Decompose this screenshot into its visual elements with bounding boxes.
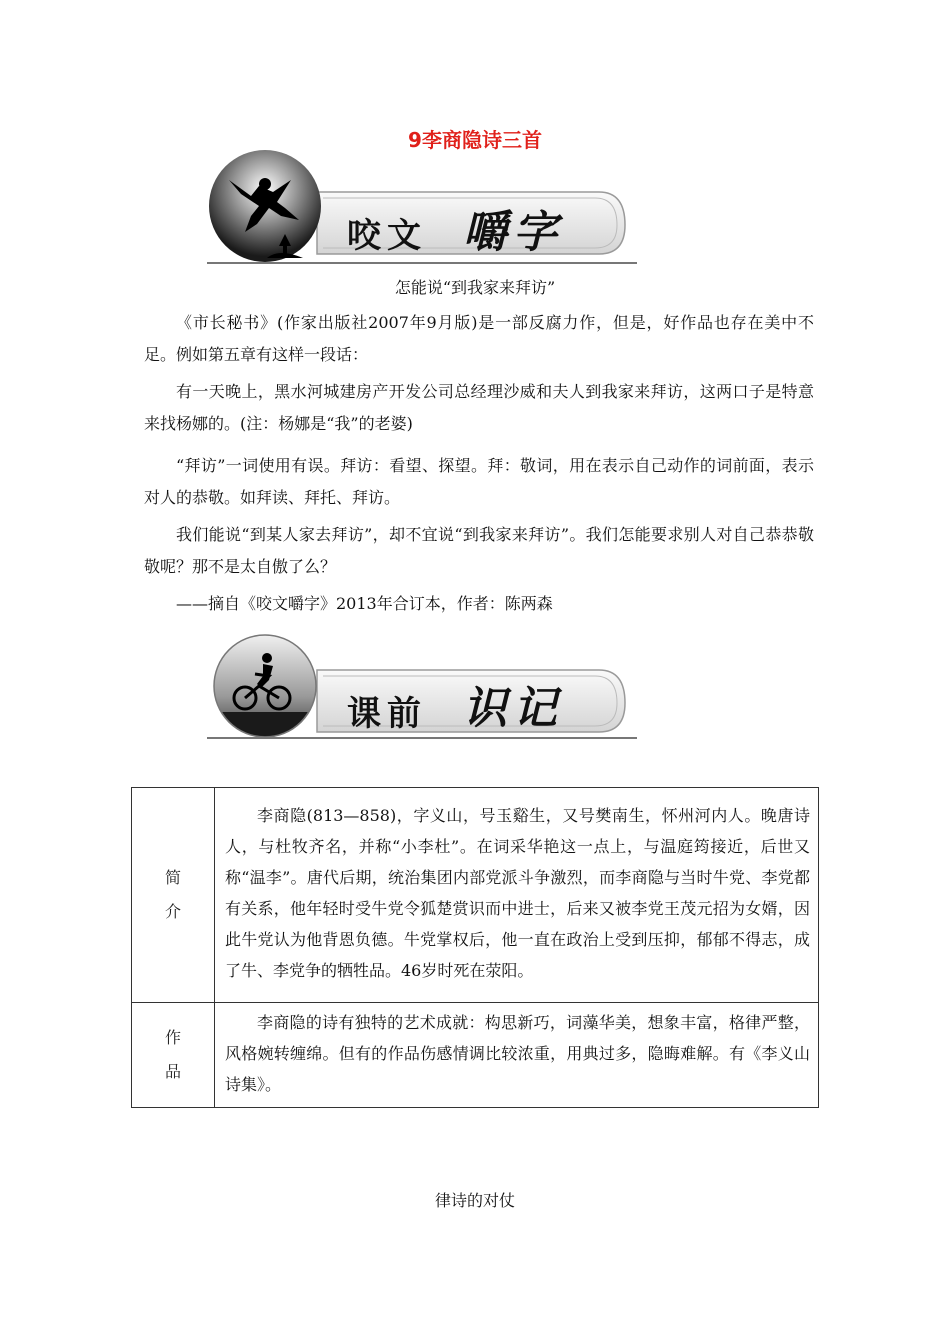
banner-text-bold: 识记 — [463, 683, 563, 734]
paragraph-3: “拜访”一词使用有误。拜访：看望、探望。拜：敬词，用在表示自己动作的词前面，表示对人的恭敬。如拜读、拜托、拜访。 — [144, 456, 814, 507]
banner-yaowenjiaozi — [207, 150, 637, 268]
row-label-text: 作品 — [165, 1028, 182, 1081]
document-title: 9李商隐诗三首 — [408, 128, 542, 152]
paragraph-2: 有一天晚上，黑水河城建房产开发公司总经理沙威和夫人到我家来拜访，这两口子是特意来找杨娜的。(注：杨娜是“我”的老婆) — [144, 382, 814, 433]
table-row — [132, 788, 819, 1003]
banner-text-plain: 咬文 — [347, 216, 427, 256]
section-heading: 怎能说“到我家来拜访” — [394, 278, 556, 297]
source-citation: ——摘自《咬文嚼字》2013年合订本，作者：陈两森 — [176, 594, 553, 613]
banner-kebianshiji — [207, 628, 637, 746]
banner-text-plain: 课前 — [347, 694, 427, 734]
row-content: 李商隐(813—858)，字义山，号玉谿生，又号樊南生，怀州河内人。晚唐诗人，与杜牧齐名，并称“小李杜”。在词采华艳这一点上，与温庭筠接近，后世又称“温李”。唐代后期，统治集团内部党派斗争激烈，而李商隐与当时牛党、李党都有关系，他年轻时受牛党令狐楚赏识而中进士，后来又被李党王茂元招为女婿，因此牛党认为他背恩负德。牛党掌权后，他一直在政治上受到压抑，郁郁不得志，成了牛、李党争的牺牲品。46岁时死在荥阳。 — [215, 788, 819, 1003]
paragraph-1: 《市长秘书》(作家出版社2007年9月版)是一部反腐力作，但是，好作品也存在美中不足。例如第五章有这样一段话： — [144, 313, 814, 364]
table-row — [132, 1003, 819, 1108]
info-table — [131, 787, 819, 1108]
banner-text-bold: 嚼字 — [463, 207, 563, 258]
row-label-text: 简介 — [165, 868, 182, 921]
row-content: 李商隐的诗有独特的艺术成就：构思新巧，词藻华美，想象丰富，格律严整，风格婉转缠绵。但有的作品伤感情调比较浓重，用典过多，隐晦难解。有《李义山诗集》。 — [215, 1003, 819, 1108]
bottom-heading: 律诗的对仗 — [434, 1191, 515, 1210]
row-label — [132, 788, 215, 1003]
paragraph-4: 我们能说“到某人家去拜访”，却不宜说“到我家来拜访”。我们怎能要求别人对自己恭恭敬敬呢？那不是太自傲了么？ — [144, 525, 814, 576]
row-label — [132, 1003, 215, 1108]
